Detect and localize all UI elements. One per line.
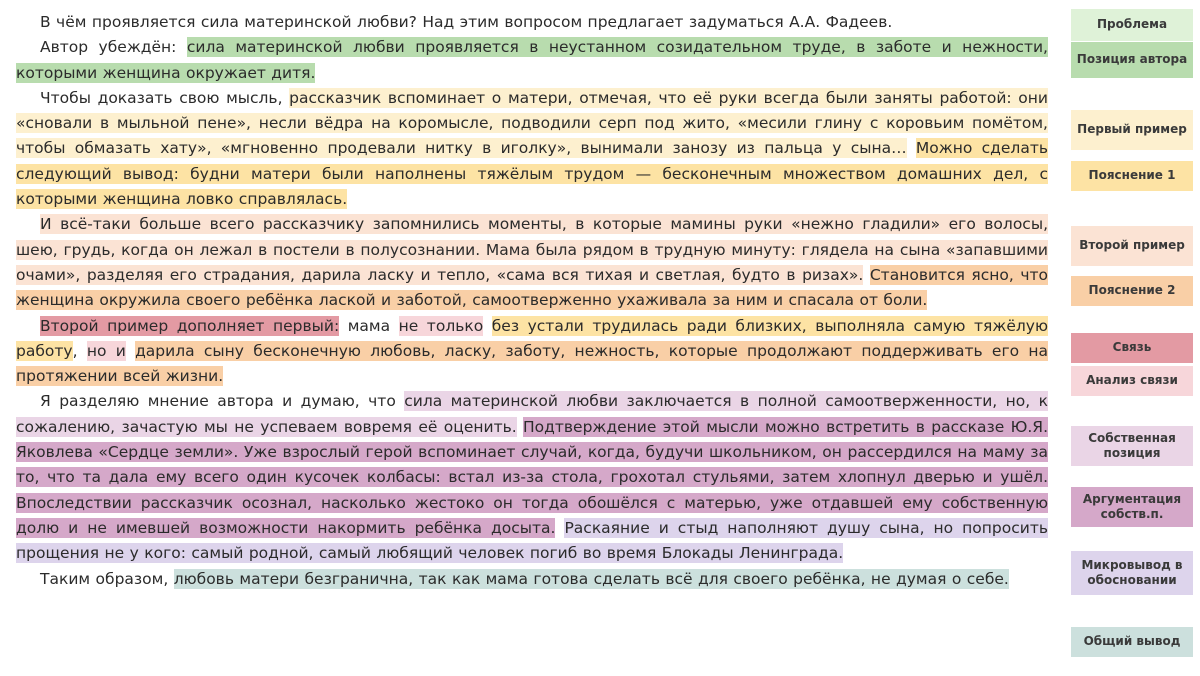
spacer (907, 139, 916, 157)
legend-own-argument: Аргументация собств.п. (1071, 487, 1193, 527)
legend-explanation-2: Пояснение 2 (1071, 276, 1193, 306)
spacer (483, 317, 492, 335)
own-argument-highlight: Подтверждение этой мысли можно встретить в рассказе Ю.Я. Яковлева «Сердце земли». Уже взрослый герой вспоминает случай, когда, будучи школьником, он рассердился на маму за то, что та дала ему всего один кусочек колбасы: встал из-за стола, грохотал стульями, затем хлопнул дверью и ушёл. Впоследствии рассказчик осознал, насколько жестоко он тогда обошёлся с матерью, уже отдавшей ему собственную долю и не имевшей возможности накормить ребёнка досыта. (16, 417, 1048, 537)
explanation-1-highlight: Можно сделать следующий вывод: будни матери были наполнены тяжёлым трудом — бесконечным множеством домашних дел, с которыми женщина ловко справлялась. (16, 139, 1048, 209)
comma: , (72, 341, 87, 360)
essay-paragraph-conclusion (16, 567, 1048, 592)
legend-example-1: Первый пример (1071, 110, 1193, 150)
essay-paragraph-link (16, 314, 1048, 390)
legend-micro-conclusion: Микровывод в обосновании (1071, 551, 1193, 595)
legend-problem: Проблема (1071, 9, 1193, 41)
legend-explanation-1: Пояснение 1 (1071, 161, 1193, 191)
legend-example-2: Второй пример (1071, 226, 1193, 266)
legend-link-analysis: Анализ связи (1071, 366, 1193, 396)
essay-paragraph-own-position (16, 389, 1048, 566)
own-position-highlight: сила материнской любви заключается в полной самоотверженности, но, к сожалению, зачастую мы не успеваем вовремя её оценить. (16, 392, 1048, 436)
essay-text (16, 10, 1048, 592)
link-mama: мама (339, 316, 399, 335)
author-position-lead: Автор убеждён: (40, 38, 187, 57)
legend-link: Связь (1071, 333, 1193, 363)
link-analysis-no-i: но и (86, 341, 126, 360)
essay-paragraph-problem (16, 10, 1048, 35)
legend-own-position: Собственная позиция (1071, 426, 1193, 466)
link-analysis-ne-tolko: не только (398, 316, 484, 335)
link-analysis-part-2: дарила сыну бесконечную любовь, ласку, заботу, нежность, которые продолжают поддерживать его на протяжении всей жизни. (16, 341, 1048, 386)
legend-author-position: Позиция автора (1071, 42, 1193, 78)
example-1-highlight: рассказчик вспоминает о матери, отмечая, что её руки всегда были заняты работой: они «сновали в мыльной пене», несли вёдра на коромысле, подводили серп под жито, «месили глину с коровьим помётом, чтобы обмазать хату», «мгновенно продевали нитку в иголку», вынимали занозу из пальца у сына… (16, 88, 1048, 158)
conclusion-lead: Таким образом, (40, 569, 174, 588)
essay-paragraph-example-1 (16, 86, 1048, 212)
spacer (863, 266, 870, 284)
example-1-lead: Чтобы доказать свою мысль, (40, 88, 290, 107)
general-conclusion-highlight: любовь матери безгранична, так как мама готова сделать всё для своего ребёнка, не думая о себе. (173, 569, 1009, 588)
own-position-lead: Я разделяю мнение автора и думаю, что (40, 392, 405, 411)
link-highlight: Второй пример дополняет первый: (40, 316, 340, 335)
essay-paragraph-author-position (16, 35, 1048, 86)
author-position-highlight: сила материнской любви проявляется в неустанном созидательном труде, в заботе и нежности, которыми женщина окружает дитя. (16, 38, 1048, 82)
example-2-highlight: И всё-таки больше всего рассказчику запомнились моменты, в которые мамины руки «нежно гладили» его волосы, шею, грудь, когда он лежал в постели в полусознании. Мама была рядом в трудную минуту: глядела на сына «запавшими очами», разделяя его страдания, дарила ласку и тепло, «сама вся тихая и светлая, будто в ризах». (16, 215, 1048, 284)
link-analysis-part-1: без устали трудилась ради близких, выполняла самую тяжёлую работу (16, 316, 1048, 360)
micro-conclusion-highlight: Раскаяние и стыд наполняют душу сына, но попросить прощения не у кого: самый родной, самый любящий человек погиб во время Блокады Ленинграда. (16, 518, 1048, 563)
spacer (126, 342, 135, 360)
legend-general-conclusion: Общий вывод (1071, 627, 1193, 657)
essay-paragraph-example-2 (16, 212, 1048, 313)
problem-text: В чём проявляется сила материнской любви? Над этим вопросом предлагает задуматься А.А. Фадеев. (40, 13, 893, 31)
explanation-2-highlight: Становится ясно, что женщина окружила своего ребёнка лаской и заботой, самоотверженно ухаживала за ним и спасала от боли. (16, 265, 1049, 310)
